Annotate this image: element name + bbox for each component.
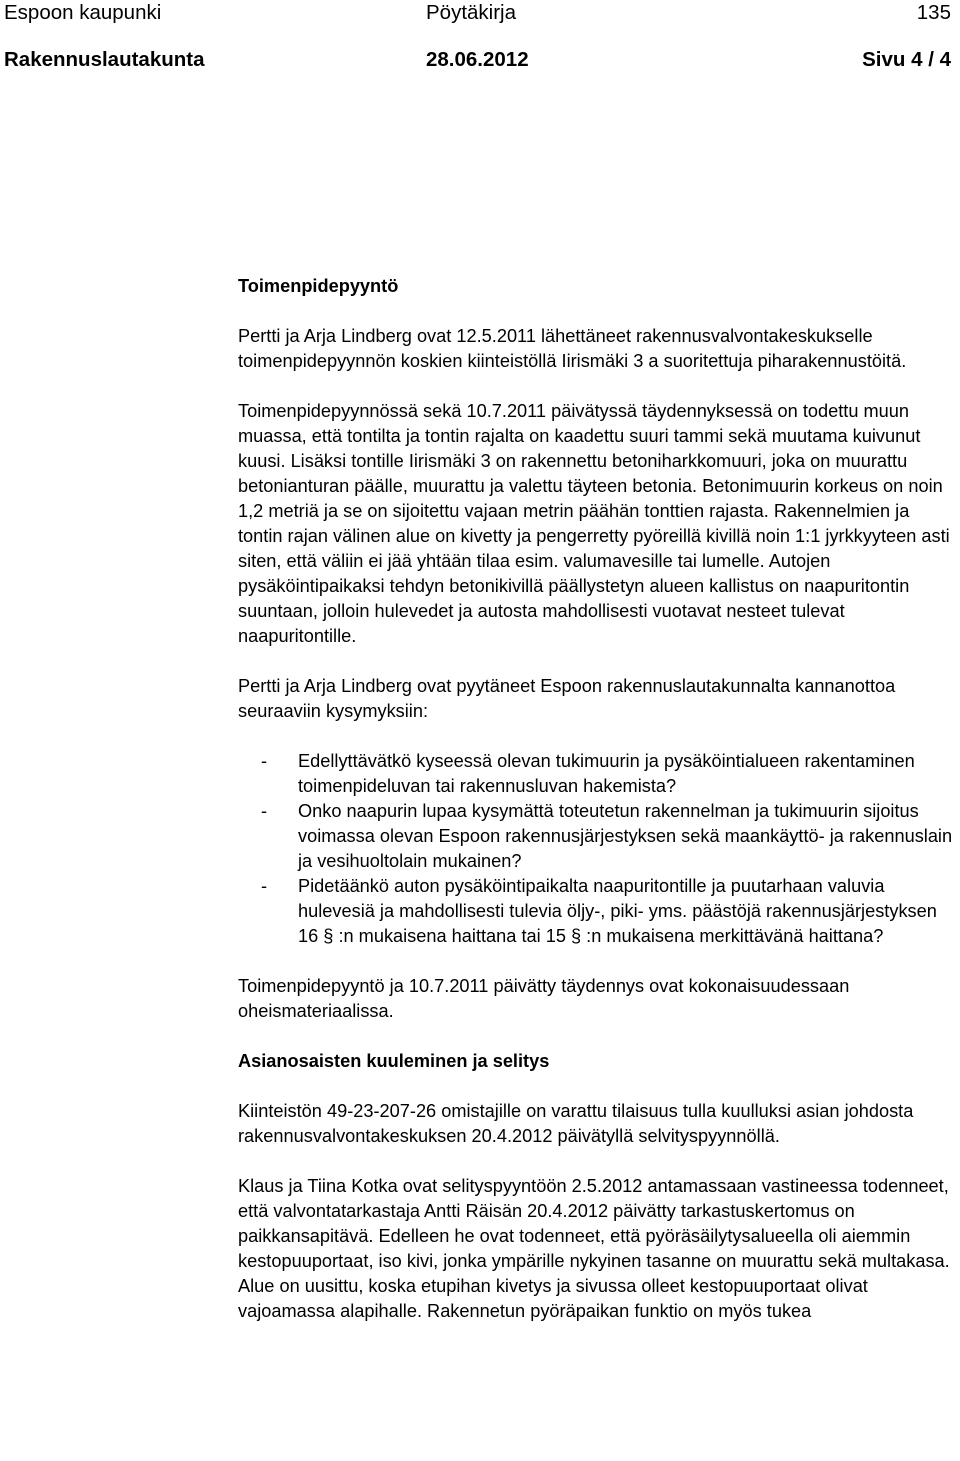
header-document-type: Pöytäkirja xyxy=(426,1,517,24)
header-date: 28.06.2012 xyxy=(426,48,529,71)
header-board: Rakennuslautakunta xyxy=(4,48,205,71)
list-item-text: Edellyttävätkö kyseessä olevan tukimuurin ja pysäköintialueen rakentaminen toimenpideluvan tai rakennusluvan hakemista? xyxy=(298,751,915,796)
paragraph: Klaus ja Tiina Kotka ovat selityspyyntöön 2.5.2012 antamassaan vastineessa todenneet, että valvontatarkastaja Antti Räisän 20.4.2012 päivätty tarkastuskertomus on paikkansapitävä. Edelleen he ovat todenneet, että pyöräsäilytysalueella oli aiemmin kestopuuportaat, iso kivi, jonka ympärille nykyinen tasanne on muurattu sekä multakasa. Alue on uusittu, koska etupihan kivetys ja sivussa olleet kestopuuportaat olivat vajoamassa alapihalle. Rakennetun pyöräpaikan funktio on myös tukea xyxy=(238,1176,950,1321)
question-list xyxy=(238,749,958,949)
header-organization: Espoon kaupunki xyxy=(4,1,162,24)
list-item xyxy=(238,799,958,874)
paragraph: Toimenpidepyynnössä sekä 10.7.2011 päivätyssä täydennyksessä on todettu muun muassa, että tontilta ja tontin rajalta on kaadettu suuri tammi sekä muutama kuivunut kuusi. Lisäksi tontille Iirismäki 3 on rakennettu betoniharkkomuuri, joka on muurattu betonianturan päälle, muurattu ja valettu täyteen betonia. Betonimuurin korkeus on noin 1,2 metriä ja se on sijoitettu vajaan metrin päähän tonttien rajasta. Rakennelmien ja tontin rajan välinen alue on kivetty ja pengerretty pyöreillä kivillä noin 1:1 jyrkkyyteen asti siten, että väliin ei jää yhtään tilaa esim. valumavesille tai lumelle. Autojen pysäköintipaikaksi tehdyn betonikivillä päällystetyn alueen kallistus on naapuritontin suuntaan, jolloin hulevedet ja autosta mahdollisesti vuotavat nesteet tulevat naapuritontille. xyxy=(238,401,950,646)
paragraph: Pertti ja Arja Lindberg ovat pyytäneet Espoon rakennuslautakunnalta kannanottoa seuraaviin kysymyksiin: xyxy=(238,676,896,721)
document-body xyxy=(238,274,958,1324)
section-heading: Toimenpidepyyntö xyxy=(238,276,399,296)
header-page-number: Sivu 4 / 4 xyxy=(862,48,951,71)
list-item xyxy=(238,874,958,949)
paragraph: Pertti ja Arja Lindberg ovat 12.5.2011 lähettäneet rakennusvalvontakeskukselle toimenpidepyynnön koskien kiinteistöllä Iirismäki 3 a suoritettuja piharakennustöitä. xyxy=(238,326,907,371)
paragraph: Toimenpidepyyntö ja 10.7.2011 päivätty täydennys ovat kokonaisuudessaan oheismateriaalissa. xyxy=(238,976,850,1021)
list-dash: - xyxy=(261,801,268,821)
section-heading: Asianosaisten kuuleminen ja selitys xyxy=(238,1051,550,1071)
paragraph: Kiinteistön 49-23-207-26 omistajille on varattu tilaisuus tulla kuulluksi asian johdosta rakennusvalvontakeskuksen 20.4.2012 päivätyllä selvityspyynnöllä. xyxy=(238,1101,914,1146)
list-item-text: Onko naapurin lupaa kysymättä toteutetun rakennelman ja tukimuurin sijoitus voimassa olevan Espoon rakennusjärjestyksen sekä maankäyttö- ja rakennuslain ja vesihuoltolain mukainen? xyxy=(298,801,953,871)
header-section-number: 135 xyxy=(916,1,951,24)
list-item xyxy=(238,749,958,799)
list-item-text: Pidetäänkö auton pysäköintipaikalta naapuritontille ja puutarhaan valuvia hulevesiä ja mahdollisesti tulevia öljy-, piki- yms. päästöjä rakennusjärjestyksen 16 § :n mukaisena haittana tai 15 § :n mukaisena merkittävänä haittana? xyxy=(298,876,937,946)
list-dash: - xyxy=(261,876,268,896)
list-dash: - xyxy=(261,751,268,771)
